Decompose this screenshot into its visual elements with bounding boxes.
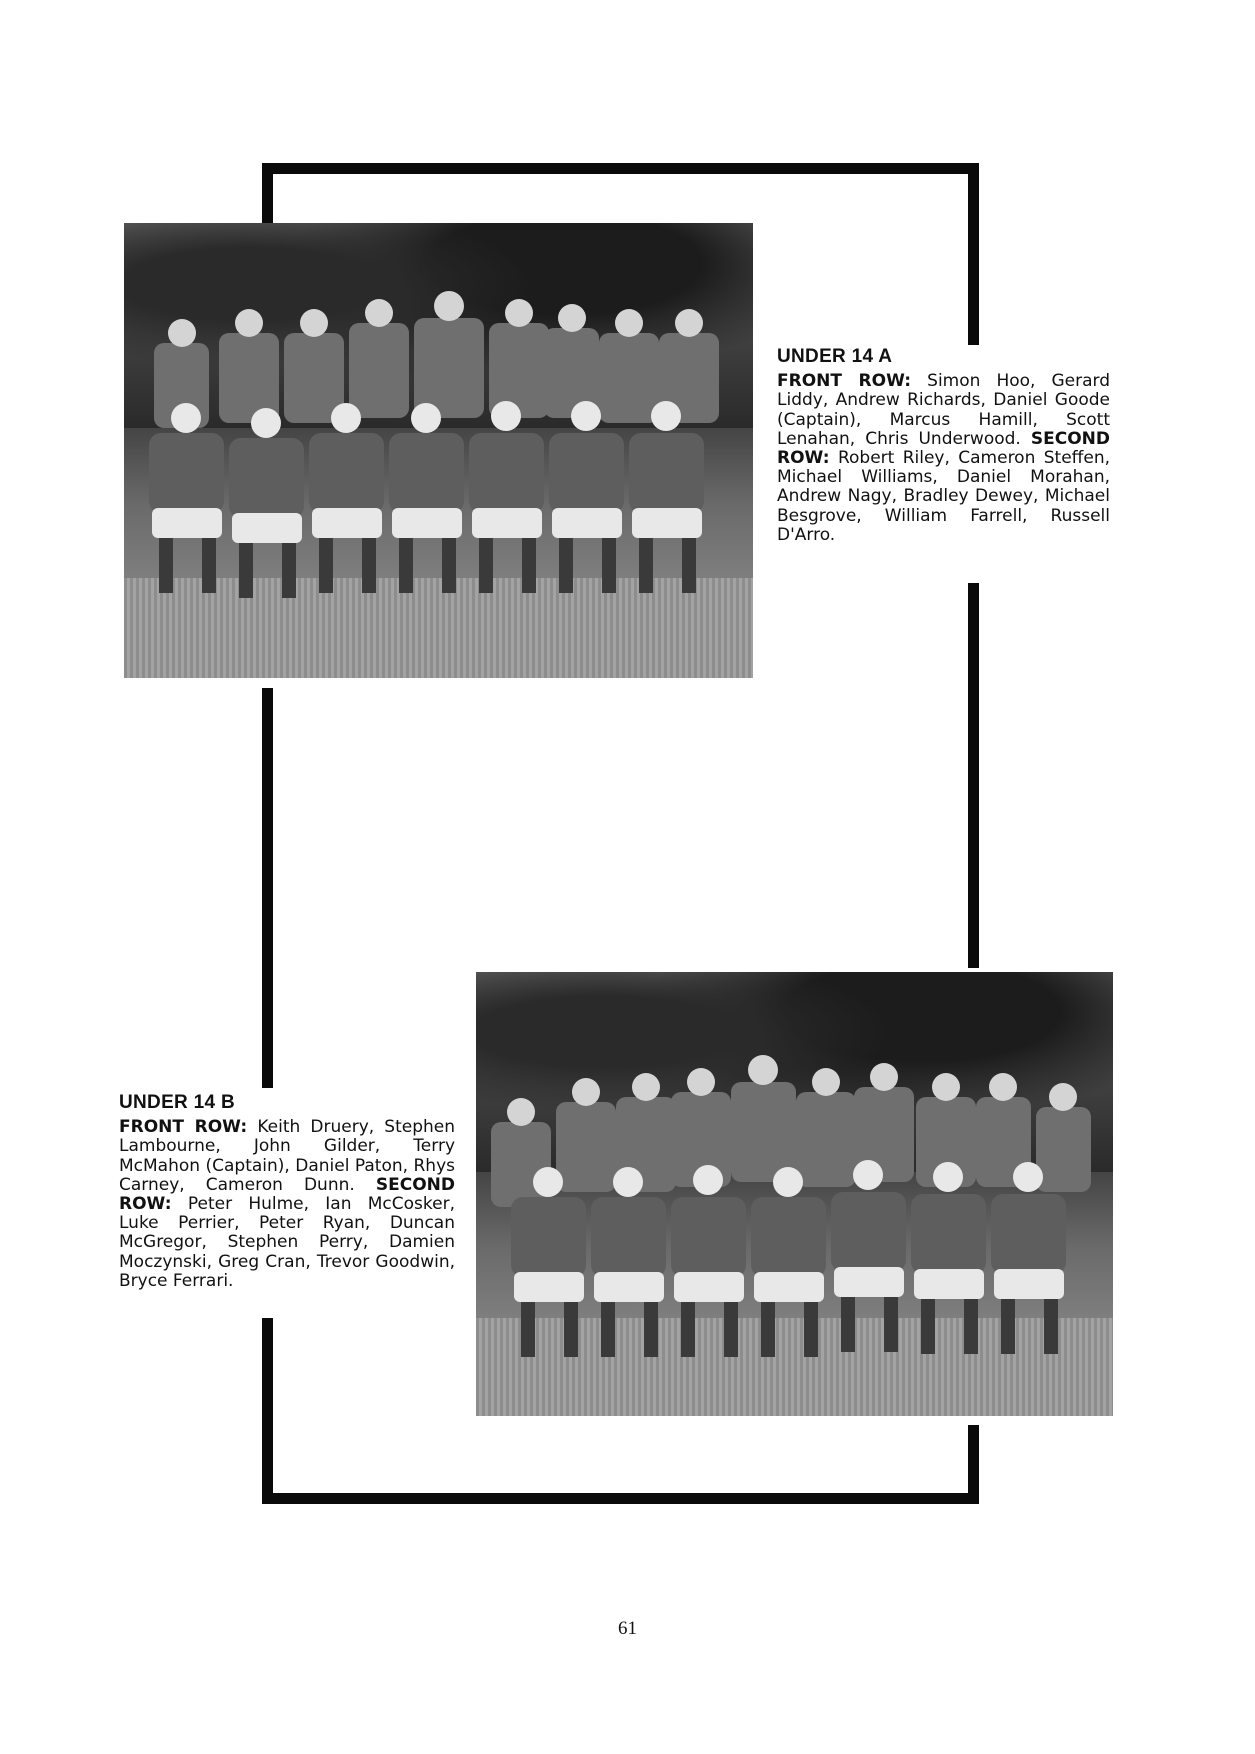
team-a-front-row-label: FRONT ROW:	[777, 371, 912, 392]
team-a-players-illustration	[124, 223, 753, 678]
team-b-second-row-label: SECOND ROW:	[119, 1174, 455, 1215]
frame-left-middle-bar	[262, 688, 273, 1088]
page-number: 61	[618, 1618, 637, 1639]
frame-top-left-stub	[262, 163, 273, 223]
team-b-front-row-names: Keith Druery, Stephen Lambourne, John Gilder, Terry McMahon (Captain), Daniel Paton, Rhys Carney, Cameron Dunn.	[119, 1117, 456, 1195]
team-a-second-row-label: SECOND ROW:	[777, 428, 1111, 469]
team-a-second-row-names: Robert Riley, Cameron Steffen, Michael Williams, Daniel Morahan, Andrew Nagy, Bradley Dewey, Michael Besgrove, William Farrell, Russell D'Arro.	[777, 448, 1110, 545]
team-a-title: UNDER 14 A	[777, 346, 893, 367]
team-b-players-illustration	[476, 972, 1113, 1416]
frame-bottom-bar	[262, 1493, 979, 1504]
team-b-roster	[119, 1118, 455, 1291]
team-a-front-row-names: Simon Hoo, Gerard Liddy, Andrew Richards, Daniel Goode (Captain), Marcus Hamill, Scott Lenahan, Chris Underwood.	[777, 371, 1110, 449]
frame-top-bar	[262, 163, 978, 174]
team-b-caption	[119, 1093, 455, 1291]
team-b-title: UNDER 14 B	[119, 1092, 235, 1113]
team-b-photo	[476, 972, 1113, 1416]
team-b-second-row-names: Peter Hulme, Ian McCosker, Luke Perrier, Peter Ryan, Duncan McGregor, Stephen Perry, Damien Moczynski, Greg Cran, Trevor Goodwin, Bryce Ferrari.	[119, 1194, 455, 1291]
team-a-photo	[124, 223, 753, 678]
team-a-roster	[777, 372, 1110, 545]
frame-left-lower-bar	[262, 1318, 273, 1504]
team-b-front-row-label: FRONT ROW:	[119, 1117, 248, 1138]
frame-right-upper-bar	[968, 163, 979, 345]
frame-right-middle-bar	[968, 583, 979, 968]
team-a-caption	[777, 347, 1110, 545]
